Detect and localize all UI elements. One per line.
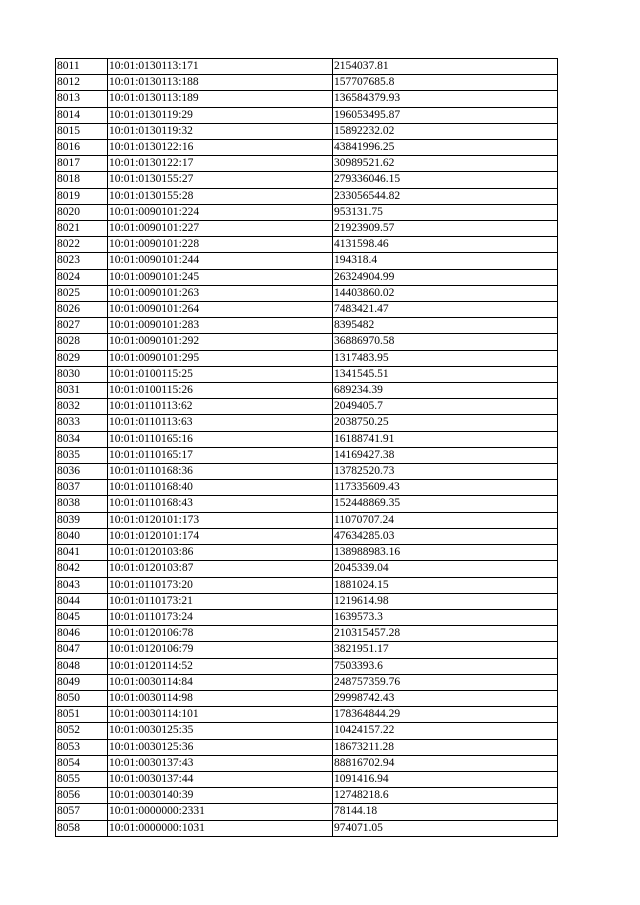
table-body <box>56 59 558 837</box>
row-number-cell: 8051 <box>56 707 108 723</box>
cadastral-number-cell: 10:01:0120101:173 <box>108 512 333 528</box>
table-row <box>56 771 558 787</box>
row-number-cell: 8053 <box>56 739 108 755</box>
value-cell: 4131598.46 <box>333 237 558 253</box>
cadastral-number-cell: 10:01:0090101:292 <box>108 334 333 350</box>
cadastral-number-cell: 10:01:0090101:244 <box>108 253 333 269</box>
table-row <box>56 820 558 836</box>
table-row <box>56 480 558 496</box>
table-row <box>56 350 558 366</box>
table-row <box>56 285 558 301</box>
value-cell: 152448869.35 <box>333 496 558 512</box>
row-number-cell: 8033 <box>56 415 108 431</box>
table-row <box>56 512 558 528</box>
cadastral-number-cell: 10:01:0100115:26 <box>108 383 333 399</box>
table-row <box>56 642 558 658</box>
row-number-cell: 8018 <box>56 172 108 188</box>
row-number-cell: 8032 <box>56 399 108 415</box>
row-number-cell: 8047 <box>56 642 108 658</box>
row-number-cell: 8057 <box>56 804 108 820</box>
value-cell: 7503393.6 <box>333 658 558 674</box>
value-cell: 47634285.03 <box>333 528 558 544</box>
table-row <box>56 123 558 139</box>
value-cell: 210315457.28 <box>333 626 558 642</box>
cadastral-number-cell: 10:01:0130122:17 <box>108 156 333 172</box>
row-number-cell: 8035 <box>56 447 108 463</box>
cadastral-number-cell: 10:01:0110113:62 <box>108 399 333 415</box>
cadastral-number-cell: 10:01:0030125:36 <box>108 739 333 755</box>
row-number-cell: 8028 <box>56 334 108 350</box>
row-number-cell: 8019 <box>56 188 108 204</box>
cadastral-number-cell: 10:01:0130119:29 <box>108 107 333 123</box>
value-cell: 194318.4 <box>333 253 558 269</box>
cadastral-number-cell: 10:01:0130155:28 <box>108 188 333 204</box>
table-row <box>56 399 558 415</box>
cadastral-number-cell: 10:01:0000000:1031 <box>108 820 333 836</box>
row-number-cell: 8027 <box>56 318 108 334</box>
table-row <box>56 334 558 350</box>
cadastral-number-cell: 10:01:0090101:227 <box>108 221 333 237</box>
row-number-cell: 8050 <box>56 690 108 706</box>
cadastral-number-cell: 10:01:0120103:86 <box>108 545 333 561</box>
cadastral-number-cell: 10:01:0130122:16 <box>108 140 333 156</box>
row-number-cell: 8023 <box>56 253 108 269</box>
table-row <box>56 188 558 204</box>
table-row <box>56 464 558 480</box>
value-cell: 43841996.25 <box>333 140 558 156</box>
table-row <box>56 545 558 561</box>
row-number-cell: 8044 <box>56 593 108 609</box>
row-number-cell: 8042 <box>56 561 108 577</box>
row-number-cell: 8058 <box>56 820 108 836</box>
cadastral-number-cell: 10:01:0030140:39 <box>108 788 333 804</box>
row-number-cell: 8054 <box>56 755 108 771</box>
table-row <box>56 496 558 512</box>
row-number-cell: 8016 <box>56 140 108 156</box>
value-cell: 13782520.73 <box>333 464 558 480</box>
table-row <box>56 561 558 577</box>
table-row <box>56 755 558 771</box>
table-row <box>56 91 558 107</box>
value-cell: 26324904.99 <box>333 269 558 285</box>
table-row <box>56 318 558 334</box>
cadastral-number-cell: 10:01:0120101:174 <box>108 528 333 544</box>
row-number-cell: 8030 <box>56 366 108 382</box>
table-row <box>56 156 558 172</box>
table-row <box>56 593 558 609</box>
value-cell: 196053495.87 <box>333 107 558 123</box>
cadastral-number-cell: 10:01:0030137:43 <box>108 755 333 771</box>
value-cell: 8395482 <box>333 318 558 334</box>
value-cell: 1091416.94 <box>333 771 558 787</box>
row-number-cell: 8011 <box>56 59 108 75</box>
table-row <box>56 707 558 723</box>
row-number-cell: 8031 <box>56 383 108 399</box>
value-cell: 117335609.43 <box>333 480 558 496</box>
cadastral-number-cell: 10:01:0090101:245 <box>108 269 333 285</box>
row-number-cell: 8024 <box>56 269 108 285</box>
row-number-cell: 8055 <box>56 771 108 787</box>
value-cell: 157707685.8 <box>333 75 558 91</box>
value-cell: 14403860.02 <box>333 285 558 301</box>
cadastral-number-cell: 10:01:0090101:283 <box>108 318 333 334</box>
value-cell: 2049405.7 <box>333 399 558 415</box>
table-row <box>56 75 558 91</box>
value-cell: 1341545.51 <box>333 366 558 382</box>
cadastral-number-cell: 10:01:0100115:25 <box>108 366 333 382</box>
row-number-cell: 8043 <box>56 577 108 593</box>
value-cell: 1317483.95 <box>333 350 558 366</box>
value-cell: 2038750.25 <box>333 415 558 431</box>
row-number-cell: 8046 <box>56 626 108 642</box>
value-cell: 233056544.82 <box>333 188 558 204</box>
value-cell: 30989521.62 <box>333 156 558 172</box>
row-number-cell: 8014 <box>56 107 108 123</box>
table-row <box>56 269 558 285</box>
cadastral-number-cell: 10:01:0130113:171 <box>108 59 333 75</box>
cadastral-value-table <box>55 58 558 837</box>
cadastral-number-cell: 10:01:0130113:189 <box>108 91 333 107</box>
table-row <box>56 204 558 220</box>
cadastral-number-cell: 10:01:0130113:188 <box>108 75 333 91</box>
row-number-cell: 8013 <box>56 91 108 107</box>
cadastral-number-cell: 10:01:0110173:24 <box>108 609 333 625</box>
table-row <box>56 804 558 820</box>
row-number-cell: 8036 <box>56 464 108 480</box>
cadastral-number-cell: 10:01:0090101:295 <box>108 350 333 366</box>
row-number-cell: 8026 <box>56 302 108 318</box>
row-number-cell: 8012 <box>56 75 108 91</box>
row-number-cell: 8048 <box>56 658 108 674</box>
value-cell: 7483421.47 <box>333 302 558 318</box>
table-row <box>56 674 558 690</box>
value-cell: 2154037.81 <box>333 59 558 75</box>
table-row <box>56 172 558 188</box>
row-number-cell: 8041 <box>56 545 108 561</box>
cadastral-number-cell: 10:01:0110168:40 <box>108 480 333 496</box>
row-number-cell: 8040 <box>56 528 108 544</box>
table-row <box>56 447 558 463</box>
value-cell: 16188741.91 <box>333 431 558 447</box>
cadastral-number-cell: 10:01:0090101:224 <box>108 204 333 220</box>
table-row <box>56 626 558 642</box>
cadastral-number-cell: 10:01:0110113:63 <box>108 415 333 431</box>
value-cell: 15892232.02 <box>333 123 558 139</box>
value-cell: 21923909.57 <box>333 221 558 237</box>
value-cell: 29998742.43 <box>333 690 558 706</box>
value-cell: 88816702.94 <box>333 755 558 771</box>
cadastral-number-cell: 10:01:0030125:35 <box>108 723 333 739</box>
value-cell: 1639573.3 <box>333 609 558 625</box>
value-cell: 18673211.28 <box>333 739 558 755</box>
row-number-cell: 8056 <box>56 788 108 804</box>
cadastral-number-cell: 10:01:0110165:17 <box>108 447 333 463</box>
table-row <box>56 609 558 625</box>
value-cell: 78144.18 <box>333 804 558 820</box>
cadastral-number-cell: 10:01:0130155:27 <box>108 172 333 188</box>
table-row <box>56 237 558 253</box>
table-row <box>56 577 558 593</box>
row-number-cell: 8021 <box>56 221 108 237</box>
table-row <box>56 107 558 123</box>
value-cell: 11070707.24 <box>333 512 558 528</box>
cadastral-number-cell: 10:01:0090101:264 <box>108 302 333 318</box>
cadastral-number-cell: 10:01:0110168:43 <box>108 496 333 512</box>
value-cell: 3821951.17 <box>333 642 558 658</box>
cadastral-number-cell: 10:01:0030137:44 <box>108 771 333 787</box>
value-cell: 689234.39 <box>333 383 558 399</box>
value-cell: 279336046.15 <box>333 172 558 188</box>
table-row <box>56 415 558 431</box>
value-cell: 248757359.76 <box>333 674 558 690</box>
table-row <box>56 221 558 237</box>
cadastral-number-cell: 10:01:0110173:20 <box>108 577 333 593</box>
value-cell: 136584379.93 <box>333 91 558 107</box>
row-number-cell: 8037 <box>56 480 108 496</box>
row-number-cell: 8052 <box>56 723 108 739</box>
value-cell: 178364844.29 <box>333 707 558 723</box>
table-row <box>56 140 558 156</box>
row-number-cell: 8020 <box>56 204 108 220</box>
row-number-cell: 8045 <box>56 609 108 625</box>
table-row <box>56 723 558 739</box>
row-number-cell: 8025 <box>56 285 108 301</box>
cadastral-number-cell: 10:01:0120103:87 <box>108 561 333 577</box>
row-number-cell: 8034 <box>56 431 108 447</box>
value-cell: 12748218.6 <box>333 788 558 804</box>
cadastral-number-cell: 10:01:0130119:32 <box>108 123 333 139</box>
row-number-cell: 8017 <box>56 156 108 172</box>
cadastral-number-cell: 10:01:0110165:16 <box>108 431 333 447</box>
table-row <box>56 658 558 674</box>
document-page <box>55 58 557 837</box>
row-number-cell: 8022 <box>56 237 108 253</box>
table-row <box>56 253 558 269</box>
value-cell: 138988983.16 <box>333 545 558 561</box>
cadastral-number-cell: 10:01:0090101:228 <box>108 237 333 253</box>
value-cell: 1219614.98 <box>333 593 558 609</box>
cadastral-number-cell: 10:01:0120106:78 <box>108 626 333 642</box>
table-row <box>56 739 558 755</box>
table-row <box>56 383 558 399</box>
cadastral-number-cell: 10:01:0110168:36 <box>108 464 333 480</box>
value-cell: 36886970.58 <box>333 334 558 350</box>
value-cell: 1881024.15 <box>333 577 558 593</box>
table-row <box>56 788 558 804</box>
row-number-cell: 8029 <box>56 350 108 366</box>
value-cell: 974071.05 <box>333 820 558 836</box>
cadastral-number-cell: 10:01:0090101:263 <box>108 285 333 301</box>
value-cell: 2045339.04 <box>333 561 558 577</box>
table-row <box>56 302 558 318</box>
cadastral-number-cell: 10:01:0030114:84 <box>108 674 333 690</box>
value-cell: 953131.75 <box>333 204 558 220</box>
cadastral-number-cell: 10:01:0000000:2331 <box>108 804 333 820</box>
row-number-cell: 8039 <box>56 512 108 528</box>
table-row <box>56 366 558 382</box>
cadastral-number-cell: 10:01:0120114:52 <box>108 658 333 674</box>
cadastral-number-cell: 10:01:0030114:98 <box>108 690 333 706</box>
table-row <box>56 528 558 544</box>
row-number-cell: 8049 <box>56 674 108 690</box>
table-row <box>56 59 558 75</box>
cadastral-number-cell: 10:01:0110173:21 <box>108 593 333 609</box>
table-row <box>56 690 558 706</box>
table-row <box>56 431 558 447</box>
cadastral-number-cell: 10:01:0120106:79 <box>108 642 333 658</box>
row-number-cell: 8015 <box>56 123 108 139</box>
value-cell: 10424157.22 <box>333 723 558 739</box>
cadastral-number-cell: 10:01:0030114:101 <box>108 707 333 723</box>
value-cell: 14169427.38 <box>333 447 558 463</box>
row-number-cell: 8038 <box>56 496 108 512</box>
